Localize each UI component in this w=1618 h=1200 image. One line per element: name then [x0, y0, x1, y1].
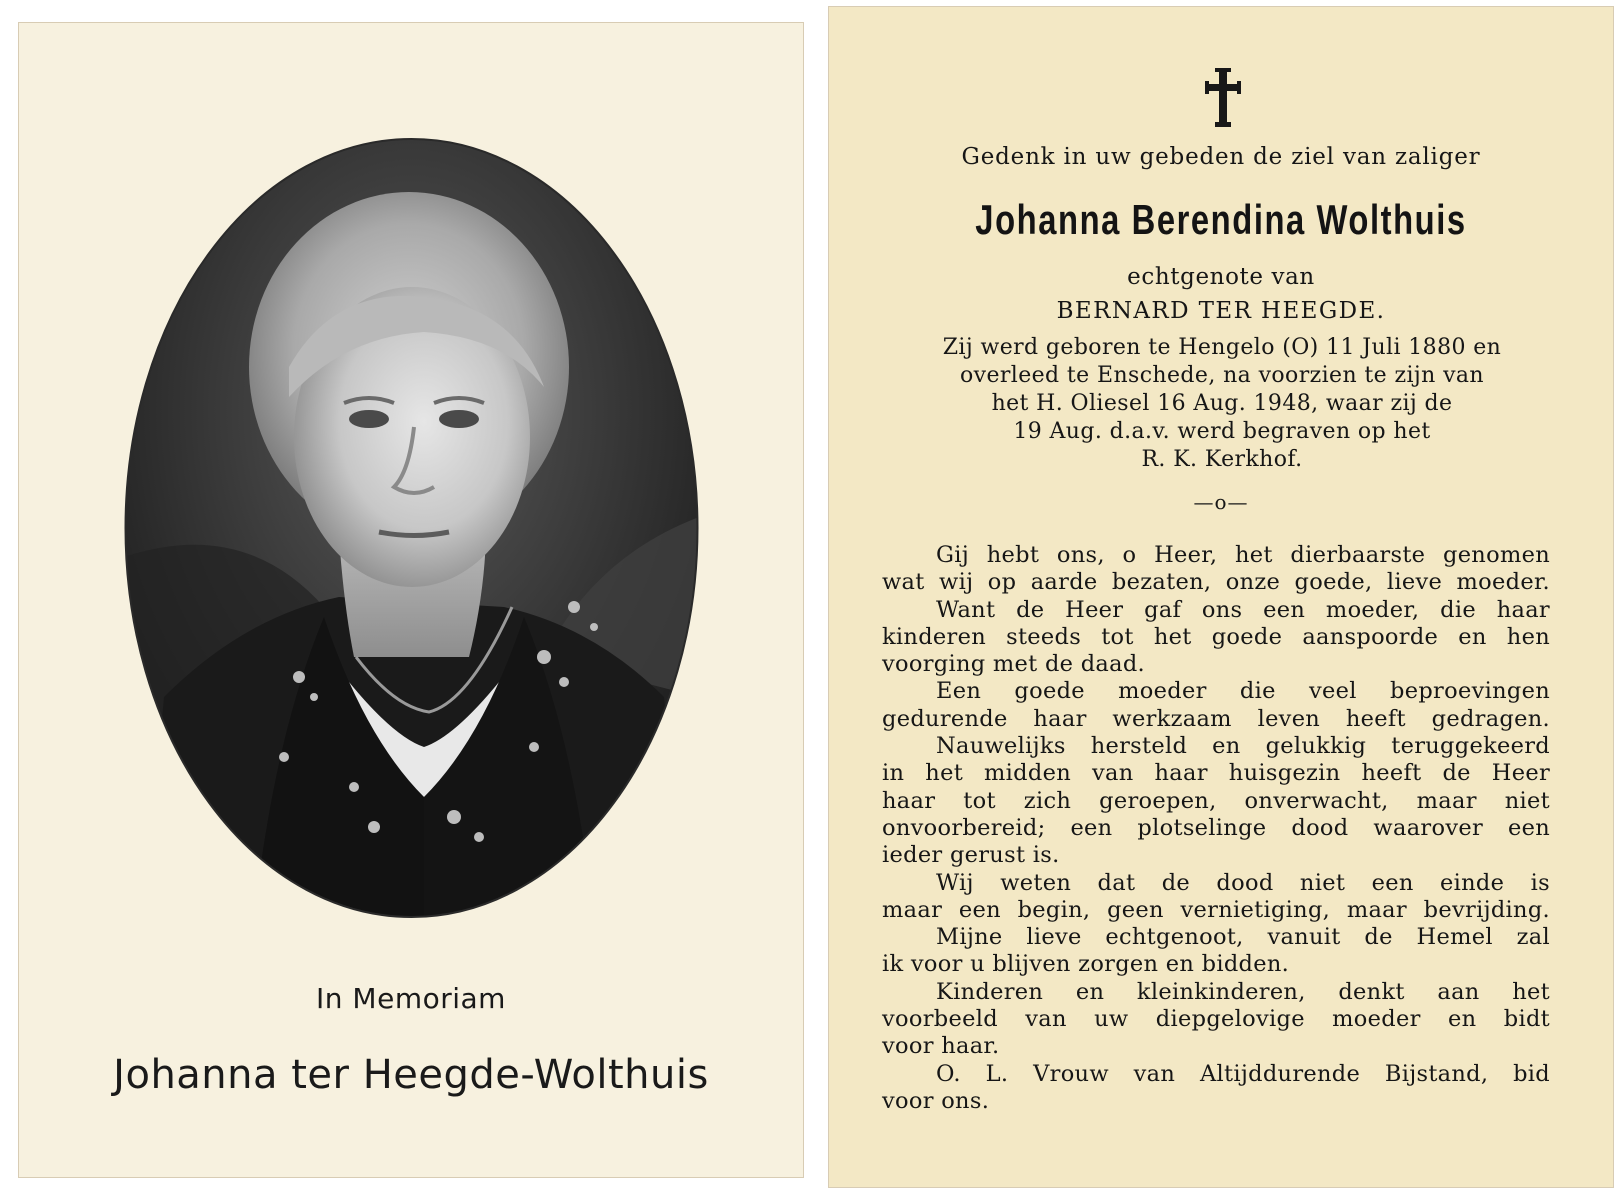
prayer-line: in het midden van haar huisgezin heeft de Heer	[882, 760, 1550, 787]
prayer-line: onvoorbereid; een plotselinge dood waarover een	[882, 814, 1550, 841]
prayer-line: gedurende haar werkzaam leven heeft gedragen.	[882, 705, 1550, 732]
prayer-text	[882, 542, 1550, 1115]
prayer-line: kinderen steeds tot het goede aanspoorde en hen	[882, 623, 1550, 650]
prayer-line: voor haar.	[882, 1033, 1000, 1060]
section-divider: —o—	[1193, 490, 1249, 514]
portrait-photo	[124, 137, 699, 919]
prayer-line: Nauwelijks hersteld en gelukkig teruggekeerd	[936, 733, 1550, 760]
prayer-line: Wij weten dat de dood niet een einde is	[936, 869, 1550, 896]
bio-line: R. K. Kerkhof.	[1141, 447, 1303, 472]
deceased-full-name: Johanna Berendina Wolthuis	[975, 196, 1467, 243]
prayer-line: Kinderen en kleinkinderen, denkt aan het	[936, 978, 1550, 1005]
prayer-line: ik voor u blijven zorgen en bidden.	[882, 951, 1290, 978]
cross-icon	[1203, 68, 1243, 128]
memorial-card-back	[828, 6, 1614, 1188]
in-memoriam-heading: In Memoriam	[316, 982, 506, 1015]
prayer-line: haar tot zich geroepen, onverwacht, maar niet	[882, 787, 1550, 814]
prayer-line: Een goede moeder die veel beproevingen	[936, 678, 1550, 705]
prayer-line: wat wij op aarde bezaten, onze goede, lieve moeder.	[882, 569, 1550, 596]
bio-line: het H. Oliesel 16 Aug. 1948, waar zij de	[991, 391, 1453, 416]
memorial-card-front	[18, 22, 804, 1178]
bio-line: overleed te Enschede, na voorzien te zijn van	[959, 363, 1485, 388]
prayer-line: ieder gerust is.	[882, 842, 1060, 869]
bio-line: 19 Aug. d.a.v. werd begraven op het	[1013, 419, 1431, 444]
prayer-line: Gij hebt ons, o Heer, het dierbaarste genomen	[936, 542, 1550, 568]
deceased-married-name: Johanna ter Heegde-Wolthuis	[113, 1052, 709, 1098]
prayer-line: Want de Heer gaf ons een moeder, die haar	[936, 596, 1550, 623]
prayer-line: voorbeeld van uw diepgelovige moeder en bidt	[882, 1006, 1550, 1033]
spouse-name: BERNARD TER HEEGDE.	[1056, 298, 1386, 324]
spouse-label: echtgenote van	[1127, 264, 1315, 290]
bio-line: Zij werd geboren te Hengelo (O) 11 Juli 1880 en	[942, 335, 1502, 360]
biography-paragraph	[872, 334, 1572, 474]
prayer-line: maar een begin, geen vernietiging, maar bevrijding.	[882, 896, 1550, 923]
prayer-line: O. L. Vrouw van Altijddurende Bijstand, bid	[936, 1060, 1550, 1087]
intro-line: Gedenk in uw gebeden de ziel van zaliger	[961, 144, 1481, 170]
prayer-line: voorging met de daad.	[882, 651, 1146, 678]
prayer-line: Mijne lieve echtgenoot, vanuit de Hemel zal	[936, 924, 1550, 951]
prayer-line: voor ons.	[882, 1087, 990, 1114]
